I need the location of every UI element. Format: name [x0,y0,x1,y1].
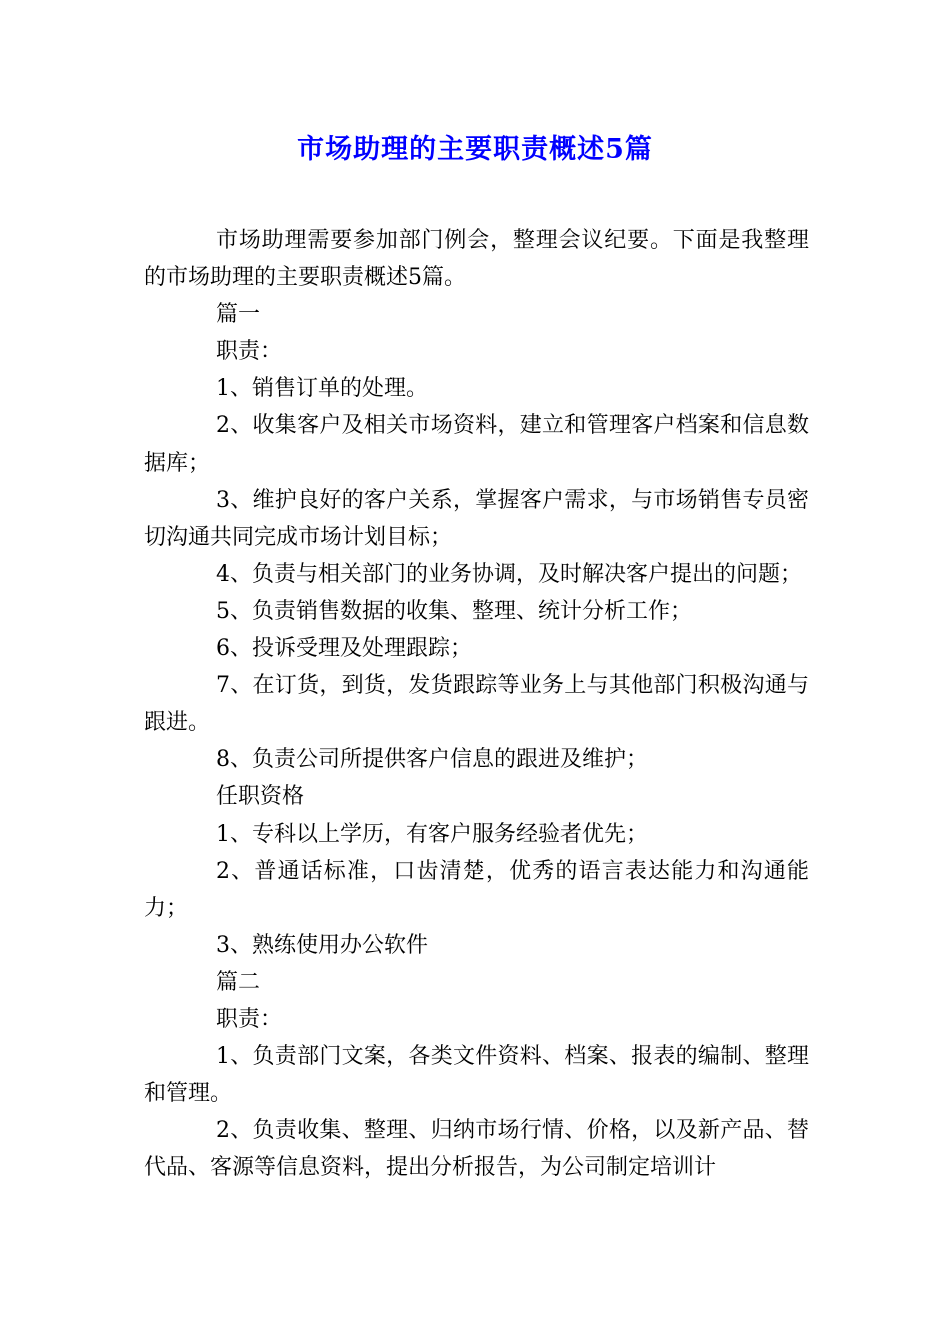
list-item: 4、负责与相关部门的业务协调，及时解决客户提出的问题； [216,561,802,587]
list-item: 3、熟练使用办公软件 [216,932,428,958]
list-item: 3、维护良好的客户关系，掌握客户需求，与市场销售专员密切沟通共同完成市场计划目标； [144,487,809,550]
list-item: 6、投诉受理及处理跟踪； [216,636,472,662]
list-item: 1、专科以上学历，有客户服务经验者优先； [216,821,648,847]
section-heading-2: 篇二 [216,969,261,995]
document-body [144,222,809,1186]
list-item: 2、普通话标准，口齿清楚，优秀的语言表达能力和沟通能力； [144,858,809,921]
list-item: 1、负责部门文案，各类文件资料、档案、报表的编制、整理和管理。 [144,1044,809,1107]
list-item: 7、在订货，到货，发货跟踪等业务上与其他部门积极沟通与跟进。 [144,673,809,736]
paragraph-intro: 市场助理需要参加部门例会，整理会议纪要。下面是我整理的市场助理的主要职责概述5篇。 [144,228,809,291]
subheading-duties-2: 职责： [216,1006,283,1032]
subheading-qualifications: 任职资格 [216,784,305,810]
list-item: 5、负责销售数据的收集、整理、统计分析工作； [216,598,692,624]
list-item: 2、收集客户及相关市场资料，建立和管理客户档案和信息数据库； [144,413,809,476]
subheading-duties-1: 职责： [216,339,283,365]
list-item: 2、负责收集、整理、归纳市场行情、价格，以及新产品、替代品、客源等信息资料，提出分析报告，为公司制定培训计 [144,1118,809,1181]
list-item: 1、销售订单的处理。 [216,376,428,402]
section-heading-1: 篇一 [216,302,261,328]
document-title: 市场助理的主要职责概述5篇 [297,134,653,165]
list-item: 8、负责公司所提供客户信息的跟进及维护； [216,747,648,773]
